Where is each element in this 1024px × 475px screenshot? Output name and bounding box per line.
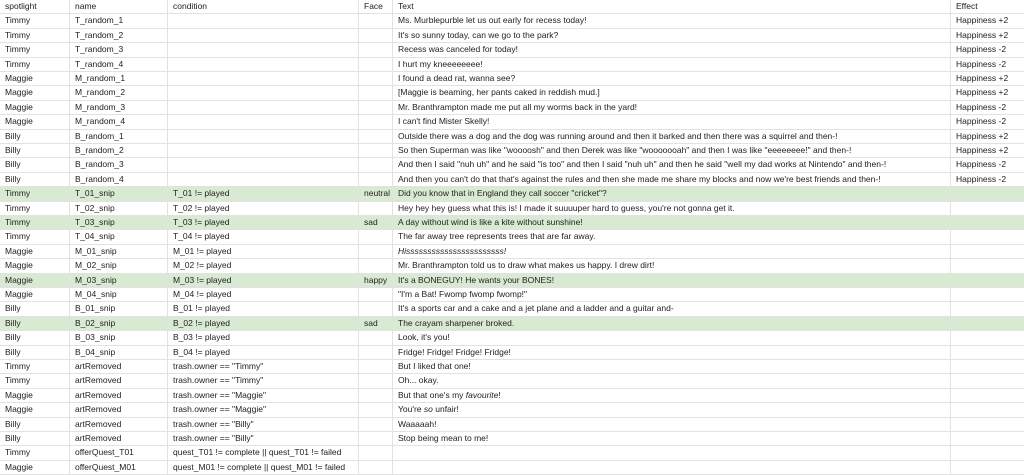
header-condition[interactable]: condition	[168, 0, 359, 13]
cell-condition[interactable]	[168, 72, 359, 85]
cell-condition[interactable]	[168, 173, 359, 186]
cell-text[interactable]: It's a BONEGUY! He wants your BONES!	[393, 274, 951, 287]
header-effect[interactable]: Effect	[956, 1, 978, 11]
cell-effect[interactable]	[951, 331, 1024, 344]
cell-name[interactable]: B_01_snip	[70, 302, 168, 315]
header-spotlight[interactable]: spotlight	[0, 0, 70, 13]
cell-face[interactable]	[359, 245, 393, 258]
cell-face[interactable]	[359, 432, 393, 445]
cell-name[interactable]: M_random_2	[70, 86, 168, 99]
table-row	[0, 360, 1024, 374]
cell-spotlight[interactable]: Billy	[0, 418, 70, 431]
cell-spotlight[interactable]: Maggie	[0, 274, 70, 287]
cell-text[interactable]: Waaaaah!	[393, 418, 951, 431]
cell-spotlight[interactable]: Timmy	[0, 202, 70, 215]
cell-effect[interactable]	[951, 432, 1024, 445]
cell-face[interactable]	[359, 86, 393, 99]
table-row	[0, 418, 1024, 432]
cell-text[interactable]: "I'm a Bat! Fwomp fwomp fwomp!"	[393, 288, 951, 301]
cell-condition[interactable]: trash.owner == "Timmy"	[168, 360, 359, 373]
cell-spotlight[interactable]: Billy	[0, 173, 70, 186]
cell-effect[interactable]	[951, 230, 1024, 243]
cell-condition[interactable]: M_02 != played	[168, 259, 359, 272]
cell-name[interactable]: T_random_1	[70, 14, 168, 27]
cell-spotlight[interactable]: Maggie	[0, 115, 70, 128]
cell-face[interactable]	[359, 331, 393, 344]
table-row	[0, 274, 1024, 288]
cell-condition[interactable]	[168, 58, 359, 71]
cell-spotlight[interactable]: Timmy	[0, 14, 70, 27]
cell-face[interactable]	[359, 43, 393, 56]
cell-face[interactable]	[359, 302, 393, 315]
header-name[interactable]: name	[70, 0, 168, 13]
table-row	[0, 331, 1024, 345]
cell-name[interactable]: B_04_snip	[70, 346, 168, 359]
cell-spotlight[interactable]: Maggie	[0, 461, 70, 474]
cell-condition[interactable]: trash.owner == "Maggie"	[168, 403, 359, 416]
cell-name[interactable]: artRemoved	[70, 360, 168, 373]
cell-text-part: unfair!	[432, 404, 459, 415]
cell-text[interactable]: Hey hey hey guess what this is! I made it suuuuper hard to guess, you're not gonna get it.	[393, 202, 951, 215]
cell-condition[interactable]: T_03 != played	[168, 216, 359, 229]
cell-name[interactable]: artRemoved	[70, 389, 168, 402]
cell-condition[interactable]: M_04 != played	[168, 288, 359, 301]
cell-effect[interactable]	[951, 389, 1024, 402]
cell-text[interactable]	[393, 403, 951, 416]
cell-name[interactable]: T_random_2	[70, 29, 168, 42]
cell-text[interactable]: Outside there was a dog and the dog was running around and then it barked and then there was a squirrel and then-!	[393, 130, 951, 143]
cell-spotlight[interactable]: Maggie	[0, 403, 70, 416]
header-row	[0, 0, 1024, 14]
cell-text[interactable]: Oh... okay.	[393, 374, 951, 387]
cell-spotlight[interactable]: Maggie	[0, 245, 70, 258]
cell-face[interactable]	[359, 14, 393, 27]
cell-name[interactable]: M_02_snip	[70, 259, 168, 272]
table-row	[0, 346, 1024, 360]
table-row	[0, 29, 1024, 43]
cell-text[interactable]	[393, 461, 951, 474]
cell-text[interactable]: Did you know that in England they call soccer "cricket"?	[393, 187, 951, 200]
cell-condition[interactable]	[168, 101, 359, 114]
cell-spotlight[interactable]: Billy	[0, 144, 70, 157]
table-row	[0, 461, 1024, 475]
cell-name[interactable]: B_random_2	[70, 144, 168, 157]
cell-condition[interactable]: B_01 != played	[168, 302, 359, 315]
table-row	[0, 230, 1024, 244]
cell-spotlight[interactable]: Billy	[0, 331, 70, 344]
cell-effect[interactable]	[951, 259, 1024, 272]
cell-face[interactable]	[359, 230, 393, 243]
table-row	[0, 389, 1024, 403]
cell-effect[interactable]: Happiness -2	[956, 116, 1007, 127]
cell-condition[interactable]: quest_T01 != complete || quest_T01 != failed	[168, 446, 359, 459]
cell-spotlight[interactable]: Billy	[0, 346, 70, 359]
table-row	[0, 43, 1024, 57]
cell-condition[interactable]: trash.owner == "Maggie"	[168, 389, 359, 402]
table-row	[0, 288, 1024, 302]
cell-face[interactable]	[359, 389, 393, 402]
cell-name[interactable]: B_random_3	[70, 158, 168, 171]
cell-effect[interactable]: Happiness +2	[956, 15, 1009, 26]
cell-text[interactable]: A day without wind is like a kite without sunshine!	[393, 216, 951, 229]
cell-effect[interactable]	[951, 274, 1024, 287]
table-row	[0, 14, 1024, 28]
cell-text-part: !	[498, 389, 501, 400]
cell-condition[interactable]: T_02 != played	[168, 202, 359, 215]
cell-effect[interactable]	[951, 245, 1024, 258]
cell-name[interactable]: offerQuest_T01	[70, 446, 168, 459]
table-row	[0, 58, 1024, 72]
cell-name[interactable]: T_random_3	[70, 43, 168, 56]
cell-condition[interactable]: quest_M01 != complete || quest_M01 != failed	[168, 461, 359, 474]
cell-name[interactable]: B_random_1	[70, 130, 168, 143]
cell-effect[interactable]: Happiness +2	[956, 145, 1009, 155]
cell-text[interactable]: Ms. Murblepurble let us out early for recess today!	[393, 14, 951, 27]
cell-effect[interactable]	[951, 187, 1024, 200]
cell-spotlight[interactable]: Billy	[0, 130, 70, 143]
cell-condition[interactable]: B_03 != played	[168, 331, 359, 344]
cell-spotlight[interactable]: Billy	[0, 432, 70, 445]
cell-effect[interactable]	[951, 202, 1024, 215]
cell-effect[interactable]: Happiness +2	[956, 130, 1009, 141]
cell-text[interactable]: Fridge! Fridge! Fridge! Fridge!	[393, 346, 951, 359]
cell-text[interactable]: And then I said "nuh uh" and he said "is too" and then I said "nuh uh" and then he said "well my dad works at Nintendo" and then-!	[393, 158, 951, 171]
cell-face[interactable]	[359, 259, 393, 272]
cell-spotlight[interactable]: Timmy	[0, 360, 70, 373]
header-text[interactable]: Text	[393, 0, 951, 13]
header-face[interactable]: Face	[359, 0, 393, 13]
table-row	[0, 245, 1024, 259]
cell-face[interactable]	[359, 446, 393, 459]
cell-condition[interactable]	[168, 144, 359, 157]
table-row	[0, 374, 1024, 388]
cell-name[interactable]: M_04_snip	[70, 288, 168, 301]
cell-condition[interactable]	[168, 86, 359, 99]
cell-effect[interactable]: Happiness -2	[956, 58, 1007, 69]
table-row	[0, 158, 1024, 172]
table-row	[0, 302, 1024, 316]
table-row	[0, 187, 1024, 201]
cell-effect[interactable]: Happiness +2	[956, 73, 1009, 83]
cell-condition[interactable]: M_03 != played	[168, 274, 359, 287]
cell-condition[interactable]: T_01 != played	[168, 187, 359, 200]
cell-text[interactable]: Mr. Branthrampton told us to draw what makes us happy. I drew dirt!	[393, 259, 951, 272]
cell-condition[interactable]	[168, 158, 359, 171]
cell-text[interactable]: It's so sunny today, can we go to the park?	[393, 29, 951, 42]
cell-text[interactable]: I can't find Mister Skelly!	[393, 115, 951, 128]
cell-effect[interactable]: Happiness -2	[956, 44, 1007, 55]
cell-name[interactable]: B_02_snip	[70, 317, 168, 330]
cell-text[interactable]: So then Superman was like "woooosh" and then Derek was like "wooooooah" and then I was like "eeeeeeee!" and then-!	[393, 144, 951, 157]
cell-name[interactable]: T_random_4	[70, 58, 168, 71]
table-row	[0, 86, 1024, 100]
table-row	[0, 202, 1024, 216]
cell-condition[interactable]: trash.owner == "Timmy"	[168, 374, 359, 387]
cell-face[interactable]	[359, 115, 393, 128]
cell-name[interactable]: artRemoved	[70, 374, 168, 387]
cell-text[interactable]	[393, 245, 951, 258]
cell-face[interactable]: happy	[359, 274, 393, 287]
cell-name[interactable]: T_04_snip	[70, 230, 168, 243]
cell-condition[interactable]	[168, 14, 359, 27]
table-row	[0, 72, 1024, 86]
cell-spotlight[interactable]: Maggie	[0, 389, 70, 402]
cell-effect[interactable]	[951, 317, 1024, 330]
cell-text-emphasis: favourite	[465, 389, 499, 400]
cell-face[interactable]	[359, 72, 393, 85]
cell-text[interactable]: And then you can't do that that's against the rules and then she made me share my blocks and now we're best friends and then-!	[393, 173, 951, 186]
cell-effect[interactable]	[951, 346, 1024, 359]
table-row	[0, 130, 1024, 144]
cell-name[interactable]: M_random_1	[70, 72, 168, 85]
cell-effect[interactable]	[951, 216, 1024, 229]
cell-name[interactable]: M_random_3	[70, 101, 168, 114]
cell-condition[interactable]: B_04 != played	[168, 346, 359, 359]
cell-name[interactable]: M_random_4	[70, 115, 168, 128]
cell-spotlight[interactable]: Billy	[0, 317, 70, 330]
cell-text-part: But that one's my	[398, 389, 466, 400]
cell-face[interactable]	[359, 403, 393, 416]
cell-text[interactable]: [Maggie is beaming, her pants caked in reddish mud.]	[393, 86, 951, 99]
cell-spotlight[interactable]: Timmy	[0, 58, 70, 71]
cell-face[interactable]: sad	[359, 317, 393, 330]
cell-name[interactable]: T_03_snip	[70, 216, 168, 229]
cell-text[interactable]: Stop being mean to me!	[393, 432, 951, 445]
table-row	[0, 432, 1024, 446]
cell-effect[interactable]: Happiness +2	[956, 87, 1009, 98]
cell-text-part: You're	[398, 404, 424, 415]
cell-spotlight[interactable]: Maggie	[0, 72, 70, 85]
cell-text[interactable]: Mr. Branthrampton made me put all my worms back in the yard!	[393, 101, 951, 114]
cell-spotlight[interactable]: Billy	[0, 302, 70, 315]
cell-effect[interactable]: Happiness -2	[956, 173, 1007, 184]
cell-condition[interactable]: M_01 != played	[168, 245, 359, 258]
cell-condition[interactable]: trash.owner == "Billy"	[168, 432, 359, 445]
cell-face[interactable]	[359, 288, 393, 301]
cell-effect[interactable]	[951, 461, 1024, 474]
cell-spotlight[interactable]: Timmy	[0, 43, 70, 56]
table-row	[0, 317, 1024, 331]
cell-text[interactable]	[393, 389, 951, 402]
cell-face[interactable]	[359, 101, 393, 114]
table-row	[0, 115, 1024, 129]
cell-face[interactable]	[359, 29, 393, 42]
cell-text[interactable]: I found a dead rat, wanna see?	[393, 72, 951, 85]
table-row	[0, 101, 1024, 115]
cell-spotlight[interactable]: Timmy	[0, 230, 70, 243]
cell-face[interactable]: neutral	[359, 187, 393, 200]
cell-effect[interactable]	[951, 446, 1024, 459]
cell-name[interactable]: M_01_snip	[70, 245, 168, 258]
cell-face[interactable]	[359, 130, 393, 143]
cell-effect[interactable]: Happiness +2	[956, 29, 1009, 40]
cell-condition[interactable]	[168, 43, 359, 56]
cell-text[interactable]	[393, 446, 951, 459]
cell-face[interactable]	[359, 418, 393, 431]
cell-text[interactable]: I hurt my kneeeeeeee!	[393, 58, 951, 71]
table-row	[0, 144, 1024, 158]
cell-spotlight[interactable]: Timmy	[0, 187, 70, 200]
table-row	[0, 216, 1024, 230]
cell-condition[interactable]: trash.owner == "Billy"	[168, 418, 359, 431]
cell-text[interactable]: The far away tree represents trees that are far away.	[393, 230, 951, 243]
cell-name[interactable]: B_random_4	[70, 173, 168, 186]
cell-name[interactable]: M_03_snip	[70, 274, 168, 287]
cell-text-emphasis: Hisssssssssssssssssssssss!	[398, 245, 507, 256]
cell-face[interactable]	[359, 461, 393, 474]
cell-condition[interactable]	[168, 29, 359, 42]
cell-name[interactable]: artRemoved	[70, 403, 168, 416]
cell-text[interactable]: But I liked that one!	[393, 360, 951, 373]
cell-spotlight[interactable]: Timmy	[0, 374, 70, 387]
cell-spotlight[interactable]: Timmy	[0, 29, 70, 42]
cell-text[interactable]: It's a sports car and a cake and a jet plane and a ladder and a guitar and-	[393, 302, 951, 315]
cell-name[interactable]: artRemoved	[70, 418, 168, 431]
cell-face[interactable]	[359, 360, 393, 373]
cell-spotlight[interactable]: Timmy	[0, 216, 70, 229]
cell-face[interactable]	[359, 58, 393, 71]
cell-spotlight[interactable]: Maggie	[0, 259, 70, 272]
cell-spotlight[interactable]: Billy	[0, 158, 70, 171]
cell-name[interactable]: T_02_snip	[70, 202, 168, 215]
cell-effect[interactable]	[951, 403, 1024, 416]
cell-text-emphasis: so	[423, 404, 433, 415]
cell-condition[interactable]: B_02 != played	[168, 317, 359, 330]
cell-condition[interactable]	[168, 130, 359, 143]
table-row	[0, 173, 1024, 187]
cell-spotlight[interactable]: Maggie	[0, 101, 70, 114]
cell-effect[interactable]	[951, 374, 1024, 387]
cell-name[interactable]: T_01_snip	[70, 187, 168, 200]
cell-effect[interactable]	[951, 302, 1024, 315]
cell-face[interactable]	[359, 202, 393, 215]
cell-effect[interactable]	[951, 288, 1024, 301]
cell-face[interactable]: sad	[359, 216, 393, 229]
cell-face[interactable]	[359, 374, 393, 387]
cell-face[interactable]	[359, 346, 393, 359]
cell-face[interactable]	[359, 173, 393, 186]
cell-condition[interactable]: T_04 != played	[168, 230, 359, 243]
cell-condition[interactable]	[168, 115, 359, 128]
cell-name[interactable]: B_03_snip	[70, 331, 168, 344]
cell-spotlight[interactable]: Timmy	[0, 446, 70, 459]
cell-spotlight[interactable]: Maggie	[0, 86, 70, 99]
table-row	[0, 259, 1024, 273]
cell-spotlight[interactable]: Maggie	[0, 288, 70, 301]
cell-face[interactable]	[359, 144, 393, 157]
cell-face[interactable]	[359, 158, 393, 171]
table-row	[0, 403, 1024, 417]
cell-effect[interactable]	[951, 360, 1024, 373]
cell-effect[interactable]: Happiness -2	[956, 159, 1007, 170]
cell-name[interactable]: artRemoved	[70, 432, 168, 445]
cell-effect[interactable]: Happiness -2	[956, 101, 1007, 112]
cell-name[interactable]: offerQuest_M01	[70, 461, 168, 474]
cell-effect[interactable]	[951, 418, 1024, 431]
cell-text[interactable]: The crayam sharpener broked.	[393, 317, 951, 330]
table-row	[0, 446, 1024, 460]
cell-text[interactable]: Look, it's you!	[393, 331, 951, 344]
cell-text[interactable]: Recess was canceled for today!	[393, 43, 951, 56]
